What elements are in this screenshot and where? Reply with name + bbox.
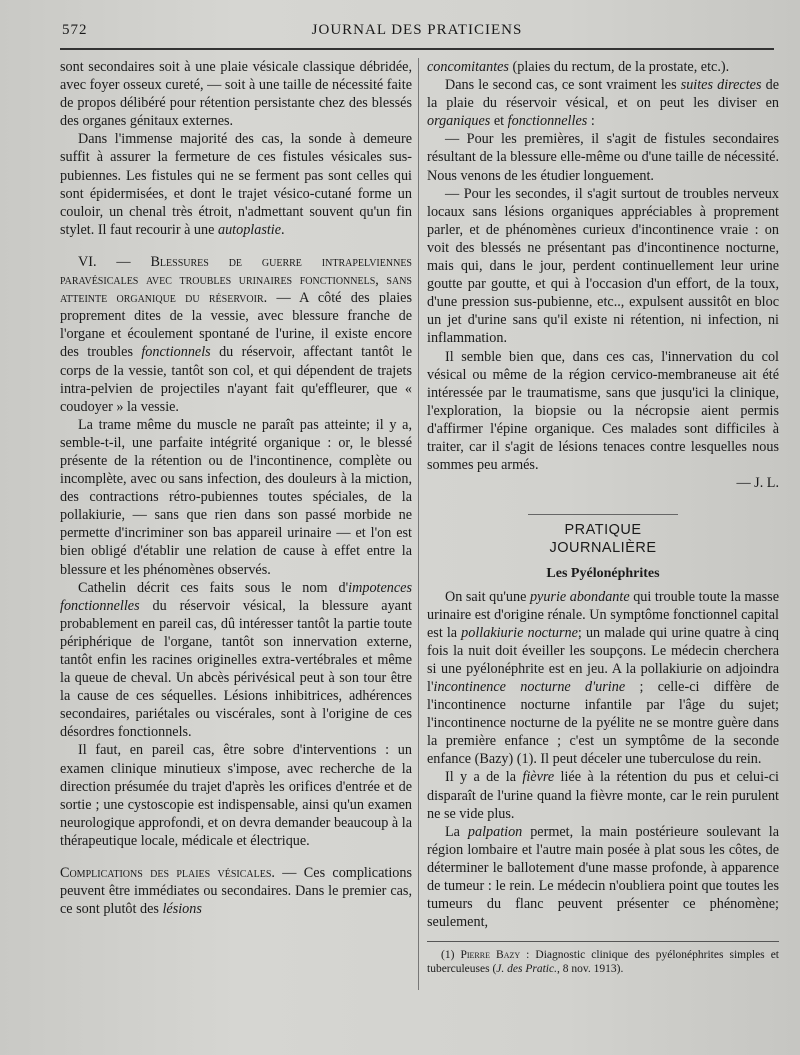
paragraph: La palpation permet, la main postérieure soulevant la région lombaire et l'autre main posée à plat sous les côtes, de déterminer le ballotement d'une masse profonde, à apparence de tumeur : le rein. Le médecin n'oubliera point que toutes les tumeurs du flanc peuvent présenter ce phénomène; seulement, [427, 823, 779, 931]
paragraph: Il faut, en pareil cas, être sobre d'interventions : un examen clinique minutieux s'impose, avec recherche de la direction présumée du trajet d'après les orifices d'entrée et de sortie ; une cystoscopie est indispensable, ainsi qu'un examen neurologique approfondi, et on devra demander beaucoup à la thérapeutique locale, médicale et électrique. [60, 742, 412, 849]
paragraph: Dans l'immense majorité des cas, la sonde à demeure suffit à assurer la fermeture de ces fistules vésicales sus-pubiennes. Les fistules qui ne se ferment pas sont celles qui sont épidermisées, et dont le trajet vésico-cutané forme un couloir, un chenal très étroit, n'admettant souvent qu'un fin stylet. Il faut recourir à une autoplastie. [60, 131, 412, 238]
journal-title: JOURNAL DES PRATICIENS [311, 22, 523, 38]
header-rule [60, 48, 774, 50]
footnote: (1) Pierre Bazy : Diagnostic clinique des pyélonéphrites simples et tuberculeuses (J. des Pratic., 8 nov. 1913). [427, 949, 779, 976]
section-heading: Complications des plaies vésicales. [60, 865, 275, 882]
section-title: PRATIQUE JOURNALIÈRE [528, 514, 678, 557]
paragraph: sont secondaires soit à une plaie vésicale classique débridée, avec foyer osseux cureté, — soit à une taille de nécessité faite de propos délibéré pour rétention persistante chez des blessés des organes génitaux externes. [60, 59, 412, 130]
paragraph: VI. — Blessures de guerre intrapelviennes paravésicales avec troubles urinaires fonctionnels, sans atteinte organique du réservoir. — A côté des plaies proprement dites de la vessie, avec blessure franche de l'organe et écoulement spontané de l'urine, il existe encore des troubles fonctionnels du réservoir, affectant tantôt le corps de la vessie, tantôt son col, et qui dépendent de trajets intra-pelvien de projectiles n'ayant fait qu'effleurer, que « coudoyer » la vessie. [60, 253, 412, 415]
article-subtitle: Les Pyélonéphrites [546, 566, 660, 582]
right-column [427, 58, 779, 976]
paragraph: On sait qu'une pyurie abondante qui trouble toute la masse urinaire est d'origine rénale. Un symptôme fonctionnel capital est la pollakiurie nocturne; un malade qui urine quatre à cinq fois la nuit doit éveiller les soupçons. Le médecin cherchera si une pyélonéphrite est en jeu. A la pollakiurie on adjoindra l'incontinence nocturne d'urine ; celle-ci diffère de l'incontinence nocturne infantile par l'âge du sujet; l'incontinence nocturne de la pyélite ne se montre guère dans la première enfance ; c'est un symptôme de la seconde enfance (Bazy) (1). Il peut déceler une tuberculose du rein. [427, 588, 779, 768]
left-column [60, 58, 412, 918]
footnote-rule [427, 941, 779, 942]
page-header [62, 22, 772, 44]
signature: — J. L. [736, 475, 779, 492]
paragraph: — Pour les secondes, il s'agit surtout de troubles nerveux locaux sans lésions organiques appréciables à proprement parler, et de phénomènes curieux d'incontinence vraie : on voit des blessés ne présentant pas d'incontinence nocturne, mais qui, dans le jour, perdent continuellement leur urine goutte par goutte, et qui à l'occasion d'un effort, de la toux, d'une pression sus-pubienne, etc.., expulsent aussitôt en bloc un jet d'urine sans qu'il existe ni rétention, ni infection, ni inflammation. [427, 185, 779, 347]
page-number: 572 [62, 22, 88, 38]
paragraph: concomitantes (plaies du rectum, de la prostate, etc.). [427, 59, 730, 75]
section-heading: Blessures de guerre intrapelviennes paravésicales avec troubles urinaires fonctionnels, sans atteinte organique du réservoir. [60, 253, 412, 307]
paragraph: Il semble bien que, dans ces cas, l'innervation du col vésical ou même de la région cervico-membraneuse ait été intéressée par le traumatisme, sans que jusqu'ici la clinique, l'exploration, la biopsie ou la nécropsie aient permis d'affirmer l'épine organique. Ces malades sont difficiles à traiter, car il s'agit de lésions tenaces contre lesquelles nous sommes peu armés. [427, 348, 779, 474]
paragraph: Cathelin décrit ces faits sous le nom d'impotences fonctionnelles du réservoir vésical, la blessure ayant probablement en pareil cas, dû intéresser tantôt la partie toute périphérique de l'organe, tantôt son innervation externe, tantôt enfin les racines originelles extra-vertébrales et même la queue de cheval. Un abcès périvésical peut à son tour être la cause de ces séquelles. Lésions inhibitrices, adhérences secondaires, pariétales ou viscérales, sont à l'origine de ces désordres fonctionnels. [60, 579, 412, 741]
paragraph: La trame même du muscle ne paraît pas atteinte; il y a, semble-t-il, une parfaite intégrité organique : or, le blessé présente de la rétention ou de l'incontinence, complète ou incomplète, avec ou sans infection, des douleurs à la miction, des contractions rétro-pubiennes toutes spéciales, de la pollakiurie, — sans que rien dans son passé morbide ne permette d'incriminer son bas appareil urinaire — et l'on est bien obligé d'établir une relation de cause à effet entre la blessure et les phénomènes observés. [60, 416, 412, 578]
paragraph: Il y a de la fièvre liée à la rétention du pus et celui-ci disparaît de l'urine quand la fièvre monte, car le rein purulent ne se vide plus. [427, 769, 780, 822]
paragraph: Complications des plaies vésicales. — Ces complications peuvent être immédiates ou secondaires. Dans le premier cas, ce sont plutôt des lésions [60, 865, 412, 918]
column-divider [418, 58, 419, 990]
paragraph: Dans le second cas, ce sont vraiment les suites directes de la plaie du réservoir vésical, et on peut les diviser en organiques et fonctionnelles : [427, 77, 779, 130]
paragraph: — Pour les premières, il s'agit de fistules secondaires résultant de la blessure elle-même ou d'une taille de nécessité. Nous venons de les étudier longuement. [427, 131, 779, 184]
